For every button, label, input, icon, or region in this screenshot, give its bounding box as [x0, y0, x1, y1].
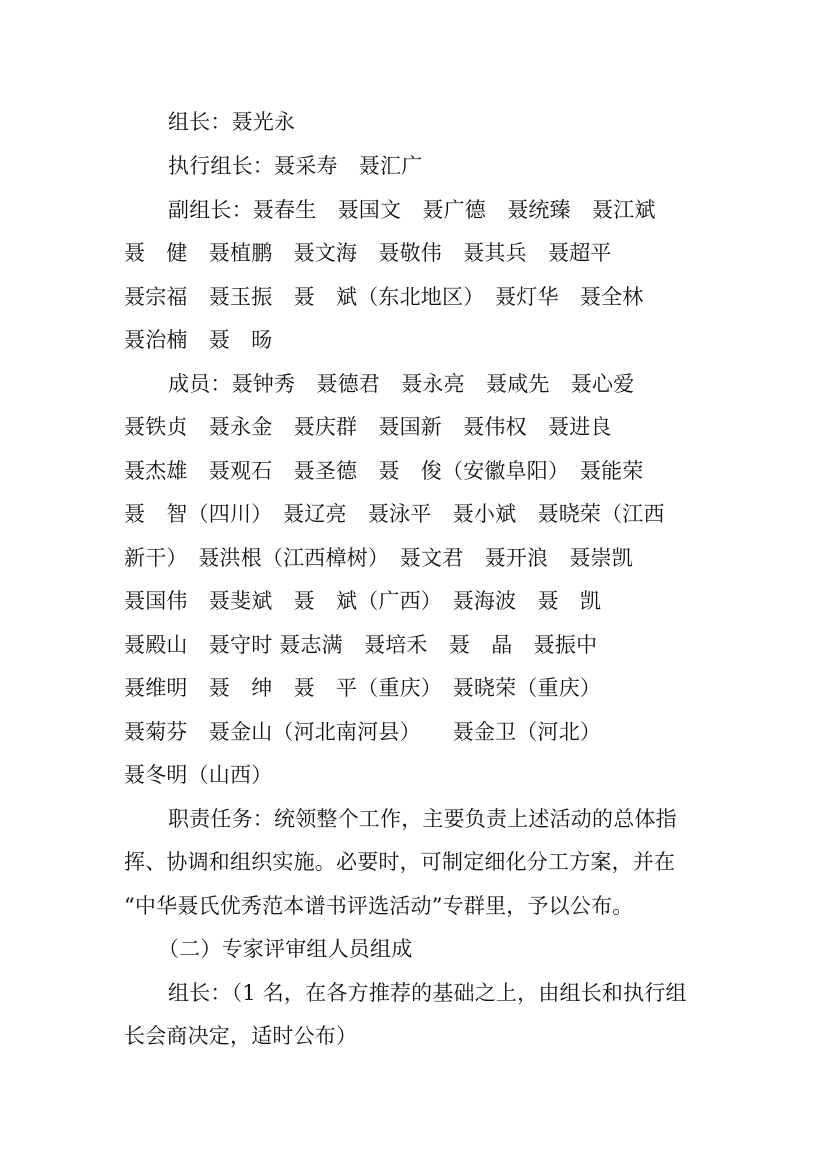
members-line-cont-6: 聂殿山 聂守时 聂志满 聂培禾 聂 晶 聂振中	[124, 633, 598, 657]
members-line-cont-3: 聂 智（四川） 聂辽亮 聂泳平 聂小斌 聂晓荣（江西	[124, 502, 665, 526]
members-line-cont-2: 聂杰雄 聂观石 聂圣德 聂 俊（安徽阜阳） 聂能荣	[124, 459, 644, 483]
deputy-leader-line: 副组长：聂春生 聂国文 聂广德 聂统臻 聂江斌	[168, 198, 656, 222]
duties-paragraph-line-3: “中华聂氏优秀范本谱书评选活动”专群里，予以公布。	[124, 894, 634, 918]
members-line-cont-7: 聂维明 聂 绅 聂 平（重庆） 聂晓荣（重庆）	[124, 676, 602, 700]
deputy-leader-line-cont-1: 聂 健 聂植鹏 聂文海 聂敬伟 聂其兵 聂超平	[124, 241, 612, 265]
section-heading-expert-panel: （二）专家评审组人员组成	[158, 937, 413, 961]
expert-leader-line-1: 组长：（1 名，在各方推荐的基础之上，由组长和执行组	[168, 981, 687, 1005]
deputy-leader-line-cont-2: 聂宗福 聂玉振 聂 斌（东北地区） 聂灯华 聂全林	[124, 285, 644, 309]
deputy-leader-line-cont-3: 聂治楠 聂 旸	[124, 328, 273, 352]
members-line-cont-5: 聂国伟 聂斐斌 聂 斌（广西） 聂海波 聂 凯	[124, 589, 602, 613]
expert-leader-line-2: 长会商决定，适时公布）	[124, 1024, 358, 1048]
duties-paragraph-line-1: 职责任务：统领整个工作，主要负责上述活动的总体指	[168, 807, 677, 831]
duties-paragraph-line-2: 挥、协调和组织实施。必要时，可制定细化分工方案，并在	[124, 850, 676, 874]
members-line-cont-4: 新干） 聂洪根（江西樟树） 聂文君 聂开浪 聂崇凯	[124, 546, 633, 570]
members-line-cont-8: 聂菊芬 聂金山（河北南河县） 聂金卫（河北）	[124, 720, 602, 744]
members-line-cont-1: 聂铁贞 聂永金 聂庆群 聂国新 聂伟权 聂进良	[124, 415, 612, 439]
executive-leader-line: 执行组长：聂采寿 聂汇广	[168, 154, 423, 178]
members-line-cont-9: 聂冬明（山西）	[124, 763, 273, 787]
leader-line: 组长：聂光永	[168, 110, 296, 134]
members-line: 成员：聂钟秀 聂德君 聂永亮 聂咸先 聂心爱	[168, 372, 635, 396]
